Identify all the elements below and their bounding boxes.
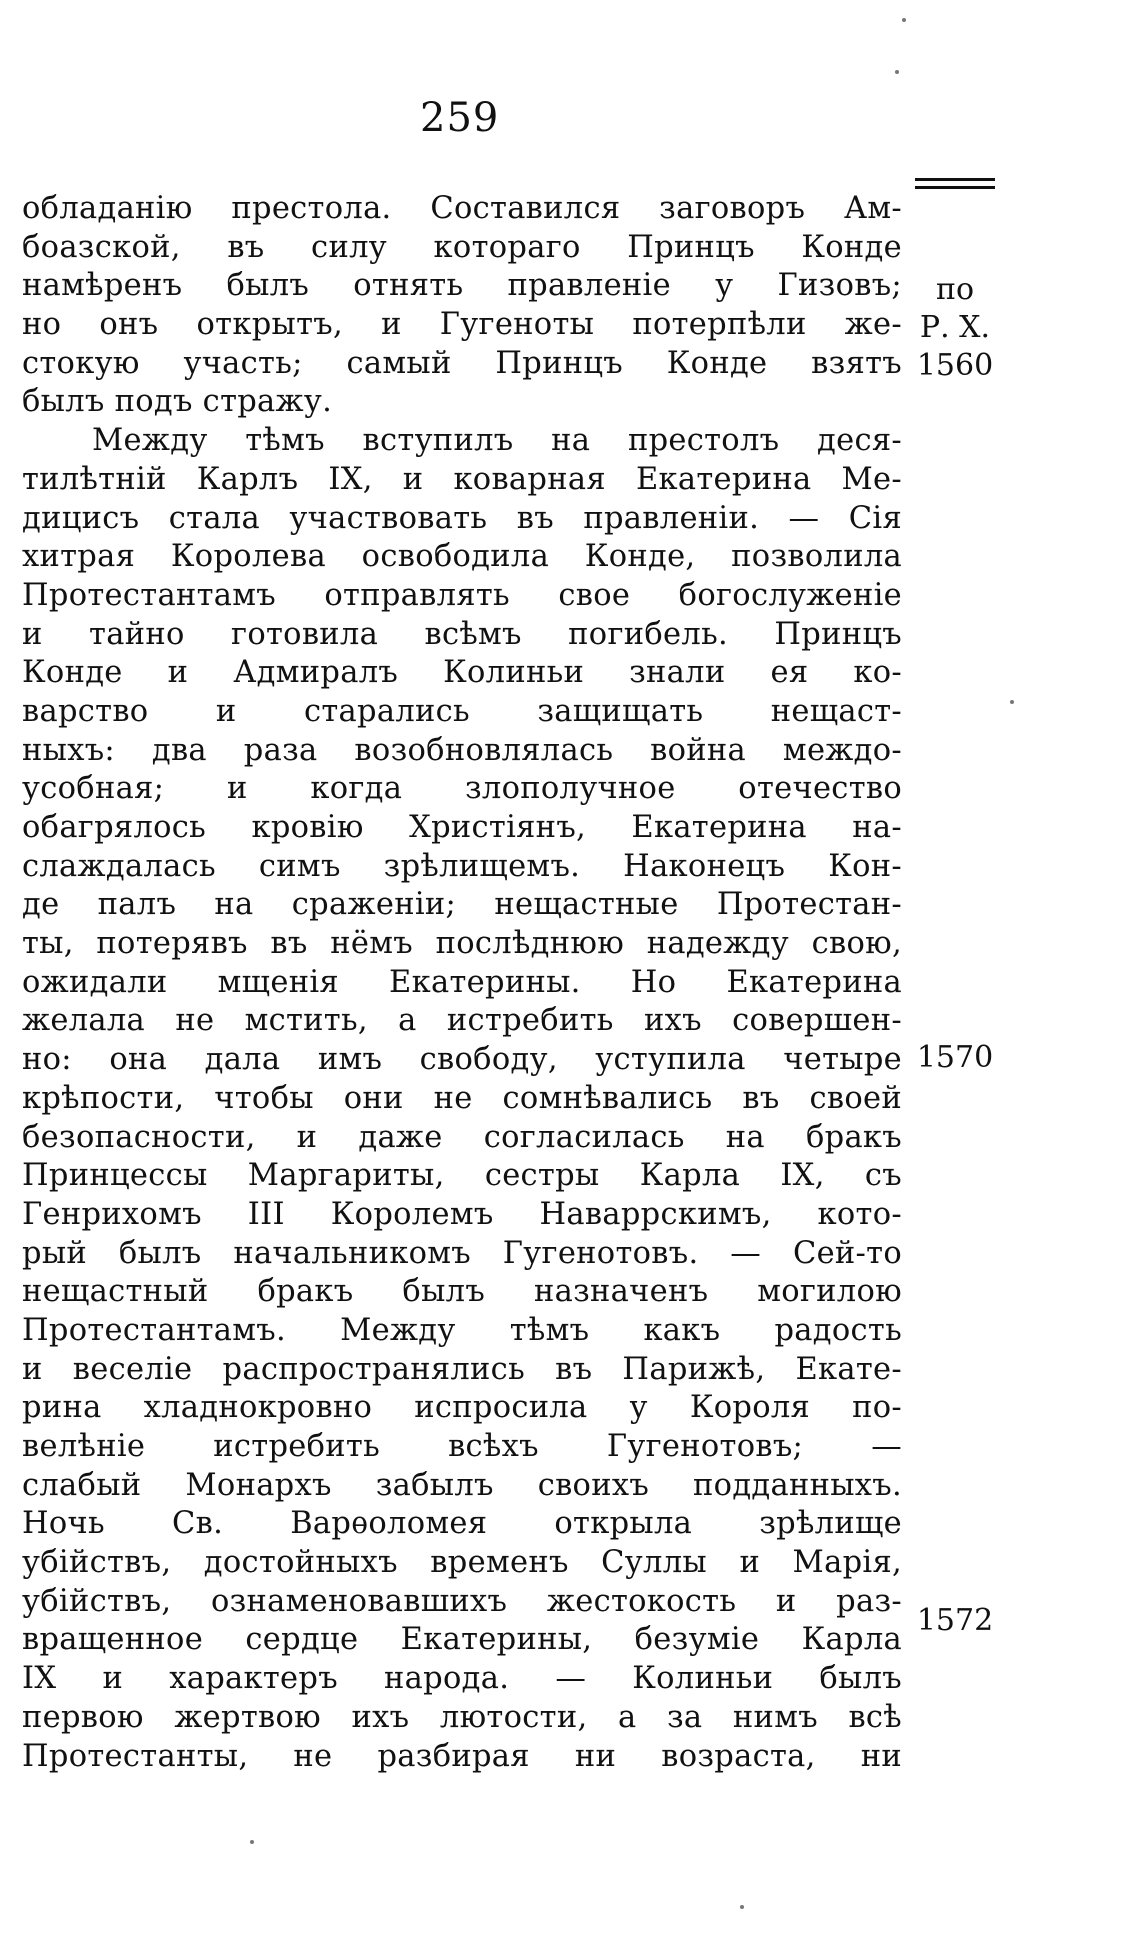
margin-era-bottom: Р. Х.: [919, 310, 991, 345]
scan-speck: [895, 70, 899, 74]
margin-year: 1570: [916, 1040, 994, 1075]
text-line: хитрая Королева освободила Конде, позволила: [22, 539, 902, 575]
text-line: Ночь Св. Варѳоломея открыла зрѣлище: [22, 1506, 902, 1542]
text-line: Протестанты, не разбирая ни возраста, ни: [22, 1738, 902, 1774]
text-line: но: она дала имъ свободу, уступила четыре: [22, 1042, 902, 1078]
text-line: тилѣтній Карлъ IX, и коварная Екатерина Ме-: [22, 461, 902, 497]
text-line: былъ подъ стражу.: [22, 384, 333, 420]
margin-era-top: по: [935, 272, 975, 307]
margin-rule: [915, 186, 995, 189]
margin-year: 1560: [916, 348, 994, 383]
text-line: варство и старались защищать нещаст-: [22, 693, 902, 729]
text-line: и тайно готовила всѣмъ погибель. Принцъ: [22, 616, 902, 652]
text-line: Генрихомъ III Королемъ Наваррскимъ, кото-: [22, 1196, 902, 1232]
text-line: дицисъ стала участвовать въ правленіи. — Сія: [22, 500, 902, 536]
text-line: усобная; и когда злополучное отечество: [22, 771, 902, 807]
text-line: слабый Монархъ забылъ своихъ подданныхъ.: [22, 1467, 902, 1503]
text-line: стокую участь; самый Принцъ Конде взятъ: [22, 345, 902, 381]
text-line: обладанію престола. Составился заговоръ Ам-: [22, 191, 902, 226]
text-line: Между тѣмъ вступилъ на престолъ деся-: [92, 423, 902, 459]
text-line: ожидали мщенія Екатерины. Но Екатерина: [22, 964, 902, 1000]
text-line: слаждалась симъ зрѣлищемъ. Наконецъ Кон-: [22, 848, 902, 884]
text-line: желала не мстить, а истребить ихъ совершен-: [22, 1003, 902, 1039]
text-line: безопасности, и даже согласилась на бракъ: [22, 1119, 902, 1155]
text-line: Протестантамъ. Между тѣмъ какъ радость: [22, 1312, 902, 1348]
text-line: крѣпости, чтобы они не сомнѣвались въ своей: [22, 1080, 902, 1116]
margin-year: 1572: [916, 1603, 994, 1638]
text-line: IX и характеръ народа. — Колиньи былъ: [22, 1661, 902, 1697]
text-line: Принцессы Маргариты, сестры Карла IX, съ: [22, 1158, 902, 1194]
text-line: обагрялось кровію Христіянъ, Екатерина на-: [22, 810, 902, 845]
scan-speck: [740, 1905, 744, 1909]
text-line: Протестантамъ отправлять свое богослуженіе: [22, 577, 902, 613]
text-line: вращенное сердце Екатерины, безуміе Карла: [22, 1622, 902, 1658]
body-text: [22, 190, 902, 1776]
text-line: рый былъ начальникомъ Гугенотовъ. — Сей-то: [22, 1235, 902, 1271]
text-line: нещастный бракъ былъ назначенъ могилою: [22, 1274, 902, 1310]
scan-speck: [902, 18, 906, 22]
text-line: намѣренъ былъ отнять правленіе у Гизовъ;: [22, 268, 902, 304]
text-line: Конде и Адмиралъ Колиньи знали ея ко-: [22, 655, 902, 691]
text-line: ныхъ: два раза возобновлялась война междо-: [22, 732, 902, 768]
text-line: убійствъ, ознаменовавшихъ жестокость и раз-: [22, 1583, 902, 1619]
text-line: де палъ на сраженіи; нещастные Протестан-: [22, 887, 902, 923]
text-line: велѣніе истребить всѣхъ Гугенотовъ; —: [22, 1429, 902, 1464]
page-number: 259: [420, 95, 500, 141]
scan-speck: [1010, 700, 1014, 704]
text-line: рина хладнокровно испросила у Короля по-: [22, 1390, 902, 1426]
scan-speck: [250, 1840, 254, 1844]
text-line: боазской, въ силу котораго Принцъ Конде: [22, 229, 902, 265]
text-line: и веселіе распространялись въ Парижѣ, Екате-: [22, 1351, 902, 1387]
text-line: ты, потерявъ въ нёмъ послѣднюю надежду свою,: [22, 926, 902, 962]
text-line: первою жертвою ихъ лютости, а за нимъ всѣ: [22, 1699, 902, 1735]
margin-rule: [915, 178, 995, 181]
text-line: но онъ открытъ, и Гугеноты потерпѣли же-: [22, 307, 902, 343]
text-line: убійствъ, достойныхъ временъ Суллы и Марія,: [22, 1545, 902, 1581]
